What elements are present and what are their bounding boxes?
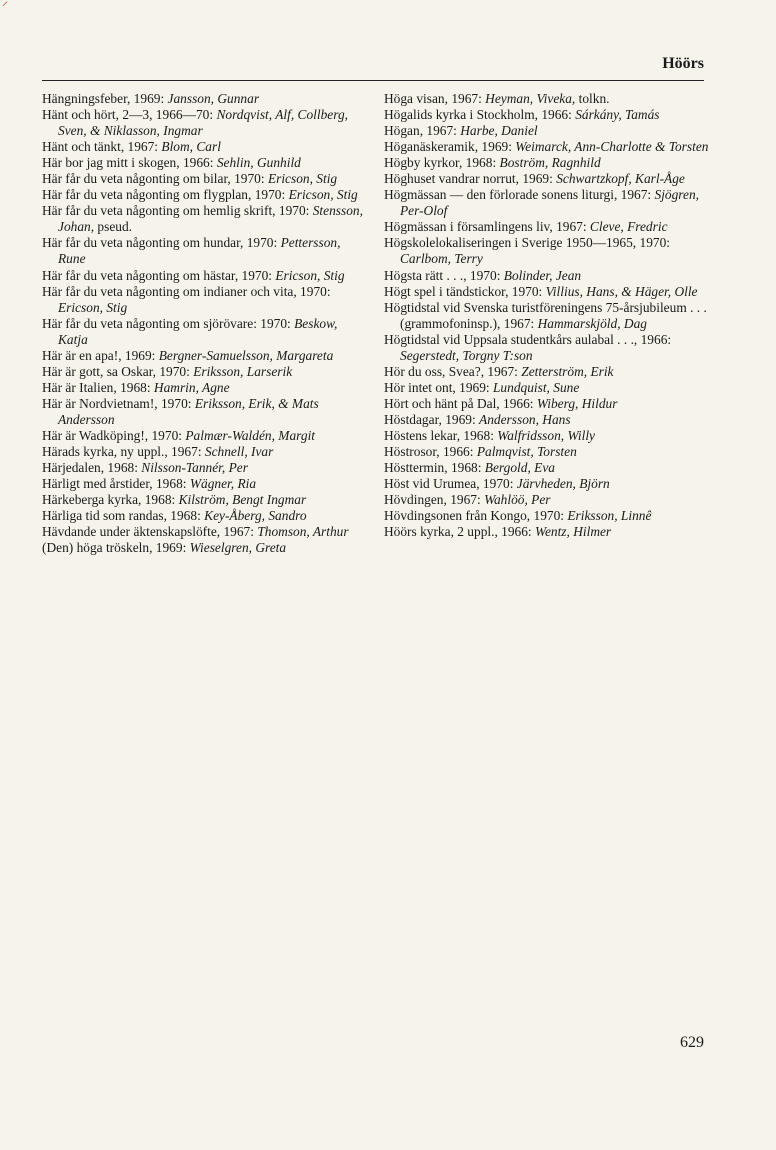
entry-title: Högsta rätt . . ., 1970: [384,267,504,283]
entry-title: Här får du veta någonting om hästar, 1970: [42,267,276,283]
index-entry [42,444,368,460]
index-entry [42,203,368,235]
entry-suffix: tolkn. [575,91,610,106]
entry-author: Ericson, Stig [275,267,345,283]
entry-title: Hövdingen, 1967: [384,492,485,508]
index-entry [384,107,710,123]
entry-author: Sehlin, Gunhild [216,155,301,171]
index-entry [384,428,710,444]
entry-title: Höganäskeramik, 1969: [384,139,516,155]
entry-author: Blom, Carl [161,139,221,155]
entry-author: Walfridsson, Willy [497,427,595,443]
entry-author: Hamrin, Agne [153,379,230,395]
entry-author: Nilsson-Tannér, Per [141,460,248,476]
index-entry [42,171,368,187]
index-entry [42,540,368,556]
index-entry [384,460,710,476]
entry-title: Här är Nordvietnam!, 1970: [42,395,195,411]
entry-title: Högtidstal vid Svenska turistföreningens 75-årsjubileum . . . (grammofoninsp.), 1967: [384,299,707,331]
index-entry [384,380,710,396]
entry-author: Palmqvist, Torsten [476,444,577,460]
index-entry [42,139,368,155]
entry-title: Hängningsfeber, 1969: [42,91,168,106]
entry-title: Här får du veta någonting om bilar, 1970: [42,171,268,187]
index-entry [42,284,368,316]
index-entry [42,348,368,364]
entry-title: Hör intet ont, 1969: [384,379,493,395]
index-entry [42,428,368,444]
entry-title: Här får du veta någonting om indianer och vita, 1970: [42,283,331,299]
index-entry [384,300,710,332]
index-entry [42,187,368,203]
index-entry [384,332,710,364]
entry-title: Höst vid Urumea, 1970: [384,476,517,492]
index-entry [42,316,368,348]
entry-author: Villius, Hans, & Häger, Olle [545,283,698,299]
entry-title: Här får du veta någonting om flygplan, 1970: [42,187,289,203]
index-entry [42,476,368,492]
entry-author: Eriksson, Larserik [193,363,293,379]
entry-author: Hammarskjöld, Dag [537,315,647,331]
entry-title: Härliga tid som randas, 1968: [42,508,205,524]
entry-title: Hövdingsonen från Kongo, 1970: [384,508,568,524]
entry-title: Höga visan, 1967: [384,91,486,106]
entry-title: Högmässan — den förlorade sonens liturgi, 1967: [384,187,655,203]
entry-author: Harbe, Daniel [460,123,538,139]
entry-title: Härkeberga kyrka, 1968: [42,492,179,508]
entry-suffix: pseud. [94,219,133,235]
index-entry [42,155,368,171]
index-entry [384,364,710,380]
index-entry [384,492,710,508]
index-entry [384,235,710,267]
entry-title: Höstrosor, 1966: [384,444,477,460]
index-entry [384,444,710,460]
entry-title: Hört och hänt på Dal, 1966: [384,395,537,411]
entry-author: Kilström, Bengt Ingmar [178,492,307,508]
entry-author: Wentz, Hilmer [535,524,612,540]
entry-author: Jansson, Gunnar [167,91,260,106]
entry-author: Bergner-Samuelsson, Margareta [158,347,334,363]
entry-author: Beskow, Katja [58,315,338,347]
index-column-right [384,91,710,540]
entry-author: Weimarck, Ann-Charlotte & Torsten [515,139,709,155]
index-entry [42,380,368,396]
entry-title: Högt spel i tändstickor, 1970: [384,283,546,299]
index-entry [42,524,368,540]
entry-author: Carlbom, Terry [400,251,483,267]
entry-author: Heyman, Viveka, [485,91,576,106]
entry-author: Ericson, Stig [58,299,128,315]
index-entry [42,508,368,524]
entry-author: Zetterström, Erik [521,363,614,379]
entry-author: Wiberg, Hildur [536,395,618,411]
entry-author: Schwartzkopf, Karl-Åge [556,171,685,187]
entry-author: Sjögren, Per-Olof [400,187,700,219]
page-number: 629 [680,1034,704,1051]
entry-title: Hänt och tänkt, 1967: [42,139,162,155]
entry-title: Här är en apa!, 1969: [42,347,159,363]
entry-title: Hör du oss, Svea?, 1967: [384,363,522,379]
index-entry [384,139,710,155]
entry-title: Högmässan i församlingens liv, 1967: [384,219,590,235]
entry-author: Wägner, Ria [189,476,257,492]
index-entry [384,476,710,492]
entry-author: Key-Åberg, Sandro [204,508,307,524]
index-entry [42,235,368,267]
index-entry [384,91,710,107]
entry-author: Sárkány, Tamás [575,107,660,123]
entry-title: Härads kyrka, ny uppl., 1967: [42,444,205,460]
entry-title: Högtidstal vid Uppsala studentkårs aulabal . . ., 1966: [384,331,672,347]
index-entry [384,508,710,524]
entry-author: Andersson, Hans [479,411,571,427]
entry-author: Järvheden, Björn [516,476,610,492]
entry-title: Höstens lekar, 1968: [384,427,498,443]
entry-title: Härjedalen, 1968: [42,460,142,476]
entry-author: Wieselgren, Greta [189,540,287,556]
running-head: Höörs [662,55,704,72]
entry-title: Högby kyrkor, 1968: [384,155,500,171]
entry-title: Höörs kyrka, 2 uppl., 1966: [384,524,536,540]
entry-author: Segerstedt, Torgny T:son [400,347,533,363]
entry-title: Här är Wadköping!, 1970: [42,427,186,443]
entry-title: Högskolelokaliseringen i Sverige 1950—1965, 1970: [384,235,671,251]
index-entry [384,171,710,187]
entry-author: Pettersson, Rune [58,235,341,267]
entry-author: Ericson, Stig [288,187,358,203]
index-entry [384,155,710,171]
entry-title: Högan, 1967: [384,123,461,139]
index-entry [384,268,710,284]
index-entry [42,492,368,508]
index-entry [42,91,368,107]
entry-title: (Den) höga tröskeln, 1969: [42,540,190,556]
index-entry [42,460,368,476]
entry-author: Eriksson, Erik, & Mats Andersson [58,395,319,427]
index-entry [42,364,368,380]
entry-title: Hävdande under äktenskapslöfte, 1967: [42,524,258,540]
index-entry [384,412,710,428]
entry-title: Här är gott, sa Oskar, 1970: [42,363,194,379]
index-entry [384,396,710,412]
entry-author: Bergold, Eva [484,460,555,476]
entry-author: Thomson, Arthur [257,524,349,540]
entry-title: Hösttermin, 1968: [384,460,485,476]
header-rule [42,80,704,81]
entry-author: Eriksson, Linnê [567,508,652,524]
index-entry [384,123,710,139]
entry-author: Boström, Ragnhild [499,155,601,171]
index-entry [42,396,368,428]
entry-title: Här får du veta någonting om hemlig skrift, 1970: [42,203,313,219]
entry-author: Cleve, Fredric [589,219,668,235]
index-entry [384,187,710,219]
index-entry [384,284,710,300]
index-entry [42,107,368,139]
entry-author: Palmær-Waldén, Margit [185,427,316,443]
index-entry [42,268,368,284]
entry-author: Ericson, Stig [267,171,338,187]
entry-author: Nordqvist, Alf, Collberg, Sven, & Niklasson, Ingmar [58,107,348,139]
entry-title: Högalids kyrka i Stockholm, 1966: [384,107,576,123]
corner-ink-mark: ⸍ [2,0,9,13]
entry-title: Höstdagar, 1969: [384,411,480,427]
entry-title: Här får du veta någonting om sjörövare: 1970: [42,315,295,331]
entry-title: Härligt med årstider, 1968: [42,476,190,492]
entry-author: Stensson, Johan, [58,203,363,235]
entry-title: Här bor jag mitt i skogen, 1966: [42,155,217,171]
entry-title: Höghuset vandrar norrut, 1969: [384,171,557,187]
entry-title: Hänt och hört, 2—3, 1966—70: [42,107,217,123]
entry-title: Här får du veta någonting om hundar, 1970: [42,235,281,251]
entry-title: Här är Italien, 1968: [42,379,154,395]
entry-author: Lundquist, Sune [492,379,580,395]
entry-author: Bolinder, Jean [503,267,582,283]
index-entry [384,524,710,540]
index-column-left [42,91,368,556]
entry-author: Wahlöö, Per [484,492,551,508]
entry-author: Schnell, Ivar [204,444,274,460]
index-entry [384,219,710,235]
